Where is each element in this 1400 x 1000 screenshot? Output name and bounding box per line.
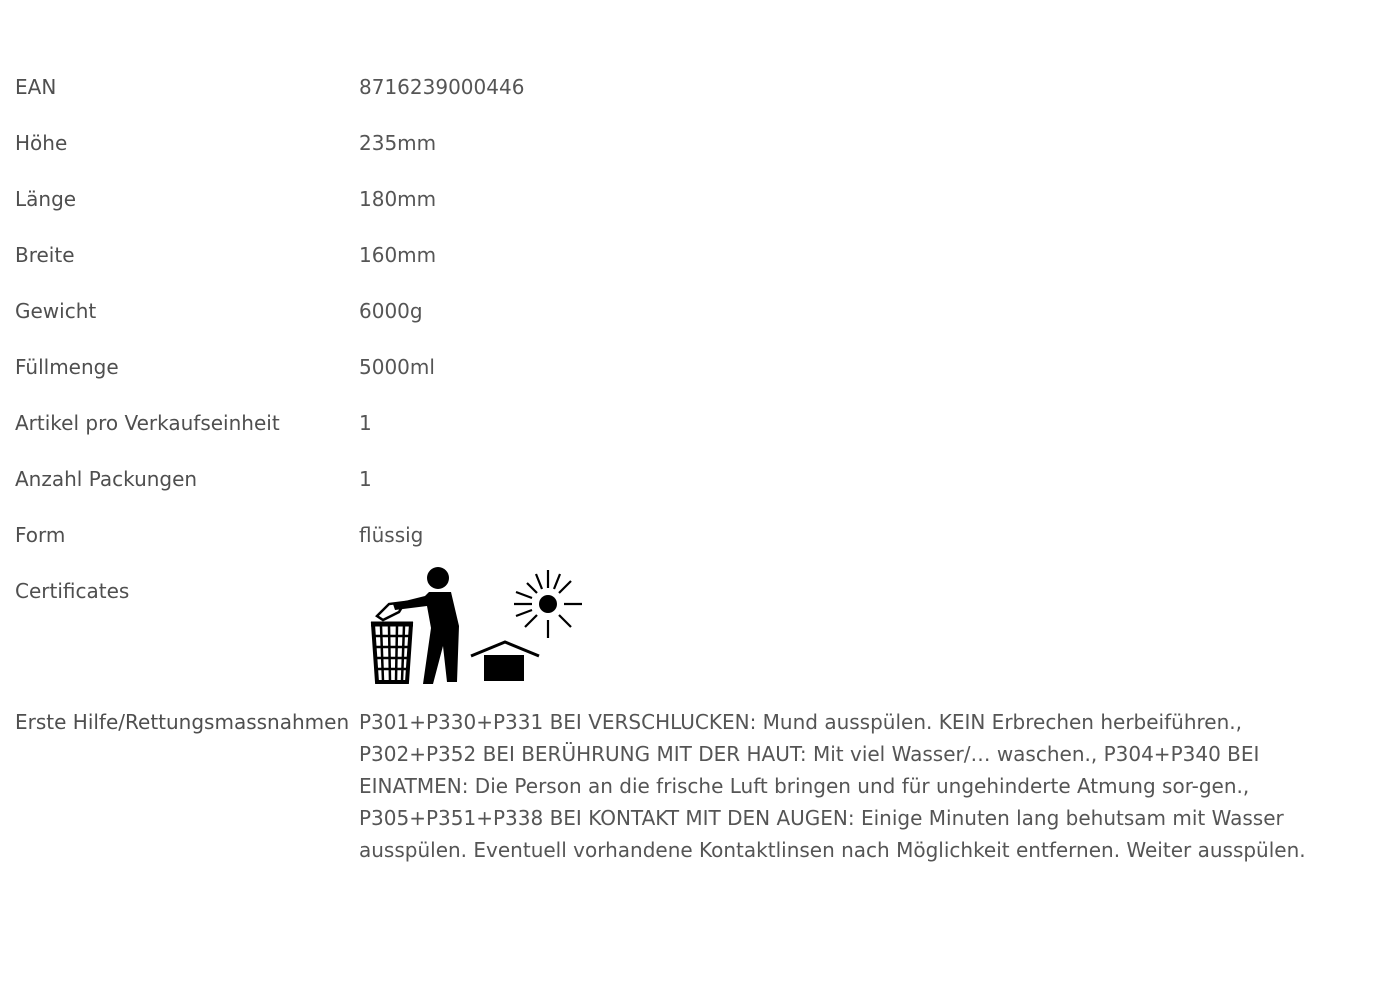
spec-row-height <box>15 116 1360 172</box>
spec-row-package-count <box>15 452 1360 508</box>
spec-row-width <box>15 228 1360 284</box>
spec-label: Form <box>15 523 66 547</box>
spec-row-certificates <box>15 564 1360 706</box>
spec-label: Gewicht <box>15 299 97 323</box>
spec-row-length <box>15 172 1360 228</box>
spec-label: Länge <box>15 187 77 211</box>
spec-label: Erste Hilfe/Rettungsmassnahmen <box>15 710 350 734</box>
spec-row-ean <box>15 60 1360 116</box>
spec-value: 235mm <box>359 131 437 155</box>
spec-row-weight <box>15 284 1360 340</box>
spec-value: flüssig <box>359 523 424 547</box>
spec-label: Certificates <box>15 579 130 603</box>
tidy-man-recycling-icon <box>359 566 469 690</box>
spec-label: Breite <box>15 243 75 267</box>
spec-label: Artikel pro Verkaufseinheit <box>15 411 280 435</box>
spec-value: 160mm <box>359 243 437 267</box>
spec-row-first-aid <box>15 706 1360 866</box>
spec-value: 180mm <box>359 187 437 211</box>
spec-label: EAN <box>15 75 57 99</box>
keep-away-from-sunlight-icon <box>469 566 589 690</box>
spec-value: 5000ml <box>359 355 435 379</box>
spec-label: Höhe <box>15 131 68 155</box>
product-spec-table <box>15 60 1360 866</box>
first-aid-text: P301+P330+P331 BEI VERSCHLUCKEN: Mund ausspülen. KEIN Erbrechen herbeiführen., P302+P352 BEI BERÜHRUNG MIT DER HAUT: Mit viel Wasser/… waschen., P304+P340 BEI EINATMEN: Die Person an die frische Luft bringen und für ungehinderte Atmung sor-gen., P305+P351+P338 BEI KONTAKT MIT DEN AUGEN: Einige Minuten lang behutsam mit Wasser ausspülen. Eventuell vorhandene Kontaktlinsen nach Möglichkeit entfernen. Weiter ausspülen. <box>359 710 1306 862</box>
spec-label: Füllmenge <box>15 355 119 379</box>
spec-value: 6000g <box>359 299 423 323</box>
spec-label: Anzahl Packungen <box>15 467 198 491</box>
spec-row-fill-volume <box>15 340 1360 396</box>
spec-value: 1 <box>359 411 372 435</box>
spec-row-form <box>15 508 1360 564</box>
spec-value: 8716239000446 <box>359 75 525 99</box>
spec-value: 1 <box>359 467 372 491</box>
certificate-icons <box>359 564 1360 706</box>
spec-row-items-per-unit <box>15 396 1360 452</box>
